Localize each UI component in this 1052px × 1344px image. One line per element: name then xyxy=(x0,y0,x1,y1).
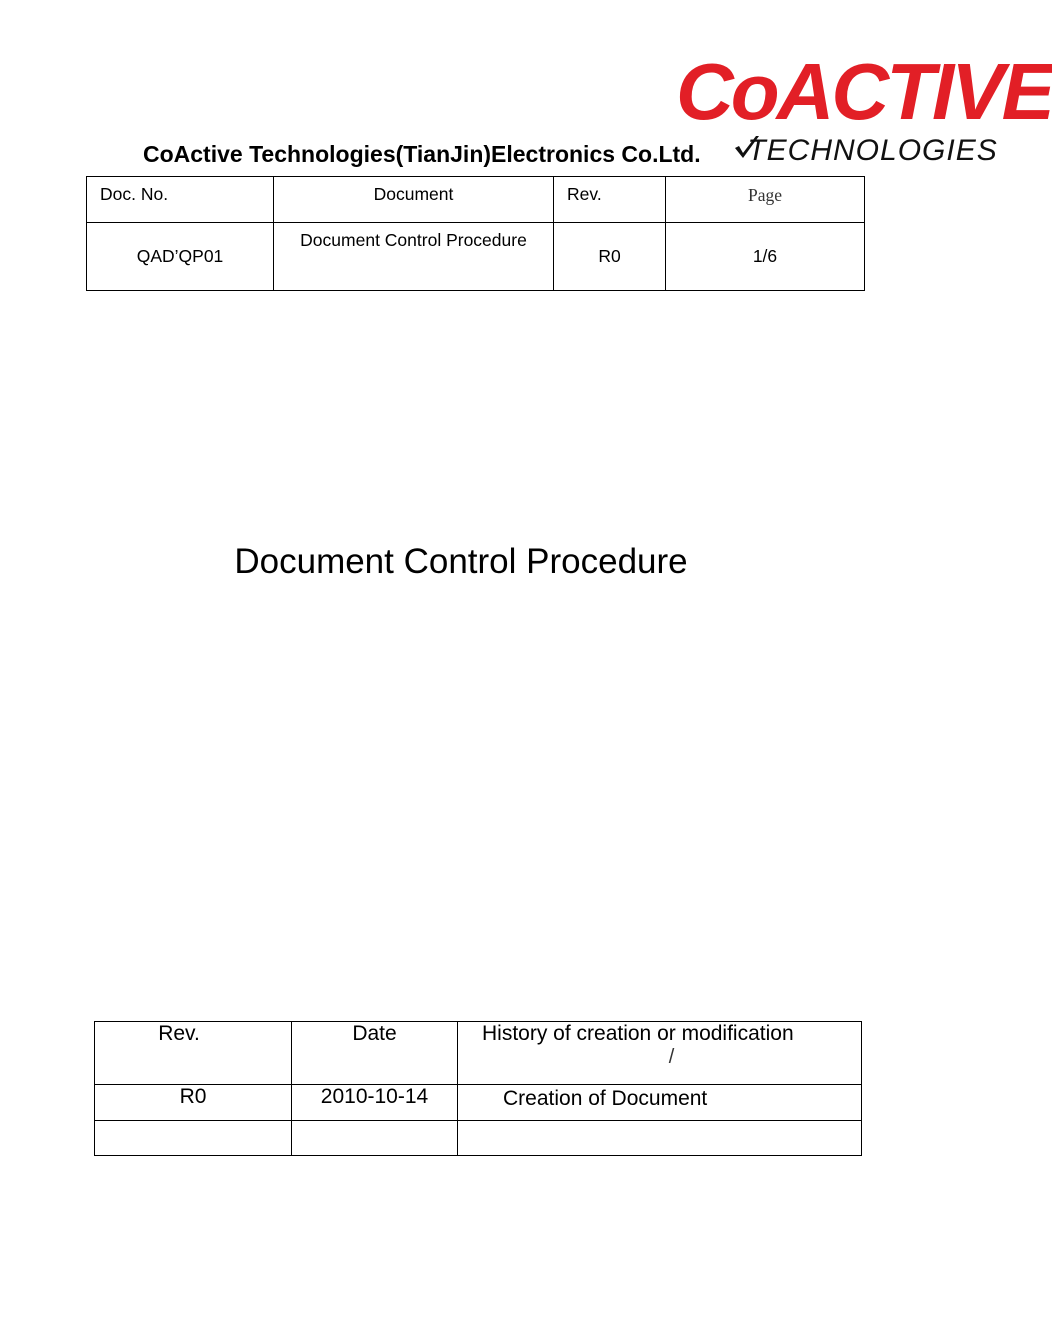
history-rev-cell: R0 xyxy=(95,1085,292,1121)
history-date-cell: 2010-10-14 xyxy=(292,1085,458,1121)
company-logo xyxy=(676,47,1052,167)
revision-history-table xyxy=(94,1021,862,1156)
history-rev-cell xyxy=(95,1121,292,1156)
history-description-cell xyxy=(458,1121,862,1156)
history-rev-header: Rev. xyxy=(95,1022,292,1085)
history-date-header: Date xyxy=(292,1022,458,1085)
logo-wordmark: CoACTIVE xyxy=(676,47,1052,136)
table-row xyxy=(95,1022,862,1085)
page-label: Page xyxy=(666,177,865,223)
document-value: Document Control Procedure xyxy=(274,223,554,291)
document-header-table xyxy=(86,176,865,291)
document-title: Document Control Procedure xyxy=(234,542,688,581)
table-row xyxy=(87,177,865,223)
document-label: Document xyxy=(274,177,554,223)
rev-value: R0 xyxy=(554,223,666,291)
doc-no-label: Doc. No. xyxy=(87,177,274,223)
table-row xyxy=(95,1121,862,1156)
history-description-cell: Creation of Document xyxy=(458,1085,862,1121)
table-row xyxy=(87,223,865,291)
rev-label: Rev. xyxy=(554,177,666,223)
company-name: CoActive Technologies(TianJin)Electronics Co.Ltd. xyxy=(143,141,701,167)
logo-tagline: TECHNOLOGIES xyxy=(747,134,998,167)
doc-no-value: QAD’QP01 xyxy=(87,223,274,291)
history-description-label: History of creation or modification xyxy=(482,1022,794,1045)
history-date-cell xyxy=(292,1121,458,1156)
history-description-header xyxy=(458,1022,862,1085)
history-separator: / xyxy=(668,1046,675,1068)
table-row xyxy=(95,1085,862,1121)
page-value: 1/6 xyxy=(666,223,865,291)
